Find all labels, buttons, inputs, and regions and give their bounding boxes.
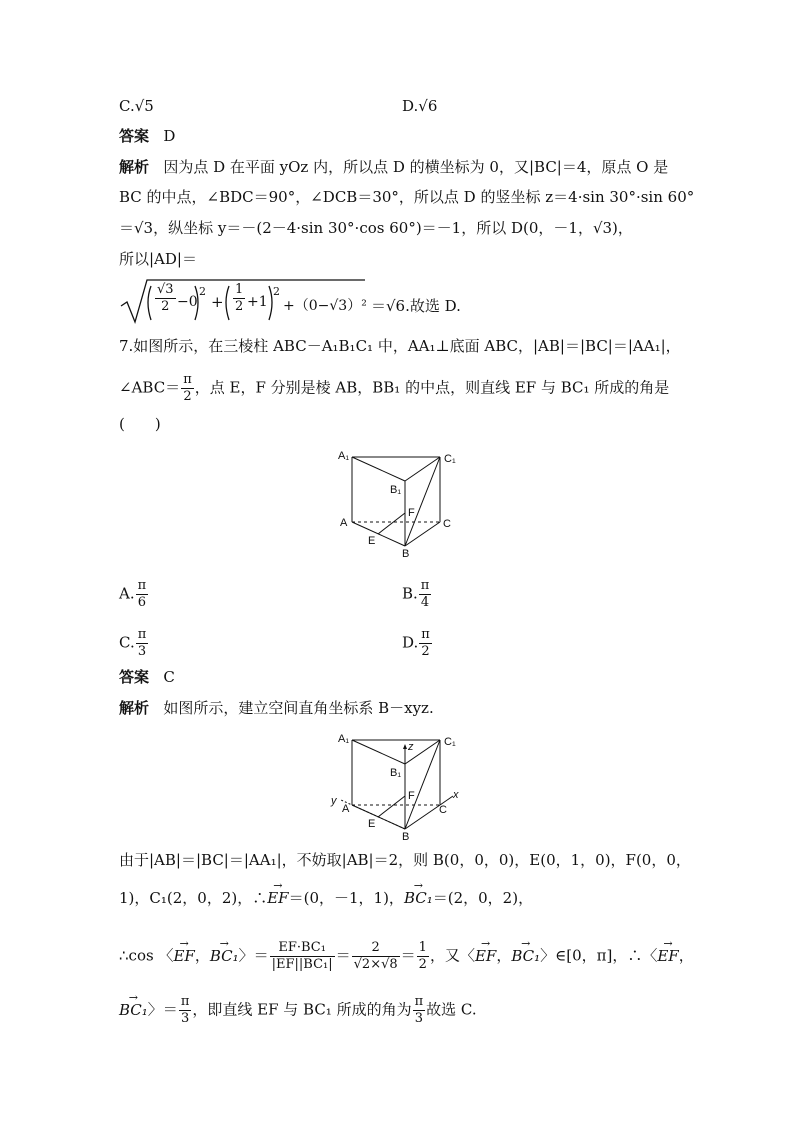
fraction-pi-2: $\frac{\pi}{2}$ [183,372,192,404]
axis-x: x [453,789,459,801]
stem-angle: ∠ABC＝ [119,378,181,397]
analysis-line-4: 所以|AD|＝ [119,250,197,268]
option-c-q6: C.√5 [119,97,154,115]
term-1-minus: −0 [177,294,198,310]
plus-1: + [211,293,224,311]
label-b1: B₁ [390,767,402,779]
analysis-line-2: BC 的中点，∠BDC＝90°，∠DCB＝30°，所以点 D 的竖坐标 z＝4·sin 30°·sin 60° [119,188,695,206]
label-c1: C₁ [444,453,456,465]
solution-line-2: 1)，C₁(2，0，2)，∴→ EF＝(0，－1，1)，→ BC₁＝(2，0，2)， [119,888,533,908]
option-d-q6: D.√6 [402,97,438,115]
answer-value: D [163,127,176,145]
label-a: A [340,517,348,529]
label-a: A [342,803,350,815]
analysis-label: 解析 [119,699,150,717]
analysis-line-1 [119,157,668,177]
term-1: √3 2 [157,282,174,314]
ad-length-formula [119,276,579,326]
label-a1: A₁ [338,450,350,462]
label-f: F [408,790,415,802]
term-3: +（0−√3）² [283,298,367,314]
solution-line-1: 由于|AB|＝|BC|＝|AA₁|，不妨取|AB|＝2，则 B(0，0，0)，E(0，1，0)，F(0，0， [119,851,691,869]
term-2: 1 2 [235,282,244,314]
label-b1: B₁ [390,484,402,496]
label-b: B [402,548,410,560]
fraction-pi-3b: $\frac{\pi}{3}$ [414,994,424,1026]
answer-label: 答案 [119,127,150,145]
formula-tail: ＝√6.故选 D. [371,297,461,315]
label-b: B [402,831,410,843]
q7-stem-2 [119,372,669,405]
vector-ef: → EF [267,888,288,908]
label-e: E [368,818,376,830]
label-c1: C₁ [444,736,456,748]
label-f: F [408,507,415,519]
axis-y: y [331,795,337,807]
answer-value: C [163,668,175,686]
stem-rest: ，点 E，F 分别是棱 AB，BB₁ 的中点，则直线 EF 与 BC₁ 所成的角是 [194,378,670,397]
analysis-line-3: ＝√3，纵坐标 y＝－(2－4·sin 30°·cos 60°)＝－1，所以 D(0，－1，√3)， [119,219,633,237]
vector-bc1: → BC₁ [404,888,433,908]
label-a1: A₁ [338,733,350,745]
answer-paren: ( ) [119,415,161,433]
exp-2: 2 [273,285,280,298]
solution-line-3: ∴cos 〈→ EF，→ BC₁〉＝ $\frac{\text{EF·BC₁}}{\text{|EF||BC₁|}}$ ＝ $\frac{2}{√2\times√8}$ ＝ $\frac{1}{2}$ ，又〈→ EF，→ BC₁〉∈[0，π]，∴〈→ EF， [119,940,694,973]
analysis-text: 因为点 D 在平面 yOz 内，所以点 D 的横坐标为 0，又|BC|＝4，原点 O 是 [163,158,669,176]
answer-line-q6 [119,126,175,146]
term-2-plus: +1 [247,294,268,310]
option-a: A. $\frac{\pi}{6}$ [119,578,147,610]
exp-1: 2 [199,285,206,298]
answer-label: 答案 [119,668,150,686]
analysis-line-q7 [119,698,434,718]
label-c: C [439,804,447,816]
fraction-pi-3: $\frac{\pi}{3}$ [180,994,190,1026]
option-d: D. $\frac{\pi}{2}$ [402,627,430,659]
label-c: C [443,518,451,530]
prism-figure-2 [325,728,475,843]
answer-line-q7 [119,667,175,687]
axis-z: z [408,741,414,753]
analysis-label: 解析 [119,158,150,176]
analysis-text: 如图所示，建立空间直角坐标系 B－xyz. [163,699,434,717]
fraction-roots: $\frac{2}{√2\times√8}$ [353,940,398,972]
option-c: C. $\frac{\pi}{3}$ [119,627,147,659]
fraction-cos: $\frac{\text{EF·BC₁}}{\text{|EF||BC₁|}}$ [271,940,333,972]
q7-stem-1: 7.如图所示，在三棱柱 ABC－A₁B₁C₁ 中，AA₁⊥底面 ABC，|AB|＝|BC|＝|AA₁|， [119,337,681,355]
solution-line-4: → BC₁〉＝ $\frac{\pi}{3}$ ，即直线 EF 与 BC₁ 所成的角为 $\frac{\pi}{3}$ 故选 C. [119,994,477,1027]
fraction-half: $\frac{1}{2}$ [418,940,427,972]
prism-figure-1 [330,445,470,560]
option-b: B. $\frac{\pi}{4}$ [402,578,430,610]
label-e: E [368,535,376,547]
